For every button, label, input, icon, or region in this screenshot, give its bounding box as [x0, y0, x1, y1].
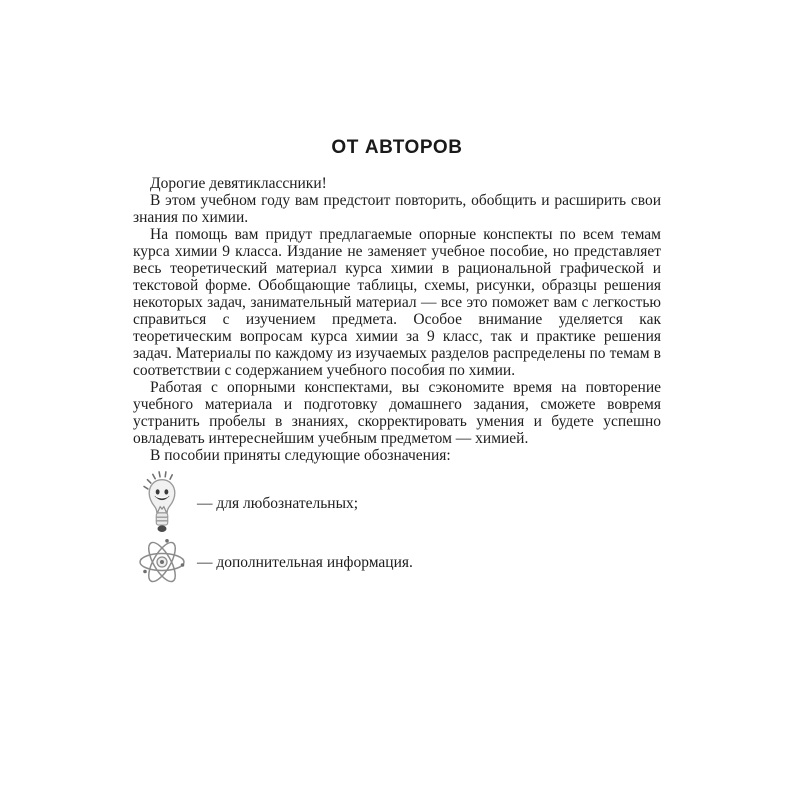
legend-item-extra-info: [133, 536, 661, 588]
legend: [133, 470, 661, 588]
paragraph-intro: В этом учебном году вам предстоит повторить, обобщить и расширить свои знания по химии.: [133, 192, 661, 226]
legend-item-curious: [133, 470, 661, 536]
paragraph-description: На помощь вам придут предлагаемые опорные конспекты по всем темам курса химии 9 класса. Издание не заменяет учебное пособие, но представляет весь теоретический материал курса химии в рациональной графической и текстовой форме. Обобщающие таблицы, схемы, рисунки, образцы решения некоторых задач, занимательный материал — все это поможет вам с легкостью справиться с изучением предмета. Особое внимание уделяется как теоретическим вопросам курса химии за 9 класс, так и практике решения задач. Материалы по каждому из изучаемых разделов распределены по темам в соответствии с содержанием учебного пособия по химии.: [133, 226, 661, 379]
page-title: ОТ АВТОРОВ: [331, 137, 463, 158]
legend-label-extra-info: — дополнительная информация.: [197, 553, 413, 571]
paragraph-notation-intro: В пособии приняты следующие обозначения:: [150, 447, 451, 464]
legend-label-curious: — для любознательных;: [197, 494, 359, 512]
paragraph-greeting: Дорогие девятиклассники!: [150, 175, 327, 192]
lightbulb-face-icon: [133, 470, 191, 536]
paragraph-benefits: Работая с опорными конспектами, вы сэкономите время на повторение учебного материала и подготовку домашнего задания, сможете вовремя устранить пробелы в знаниях, скорректировать умения и будете успешно овладевать интереснейшим учебным предметом — химией.: [133, 379, 661, 447]
page-content: [133, 138, 661, 588]
atom-icon: [133, 536, 191, 588]
